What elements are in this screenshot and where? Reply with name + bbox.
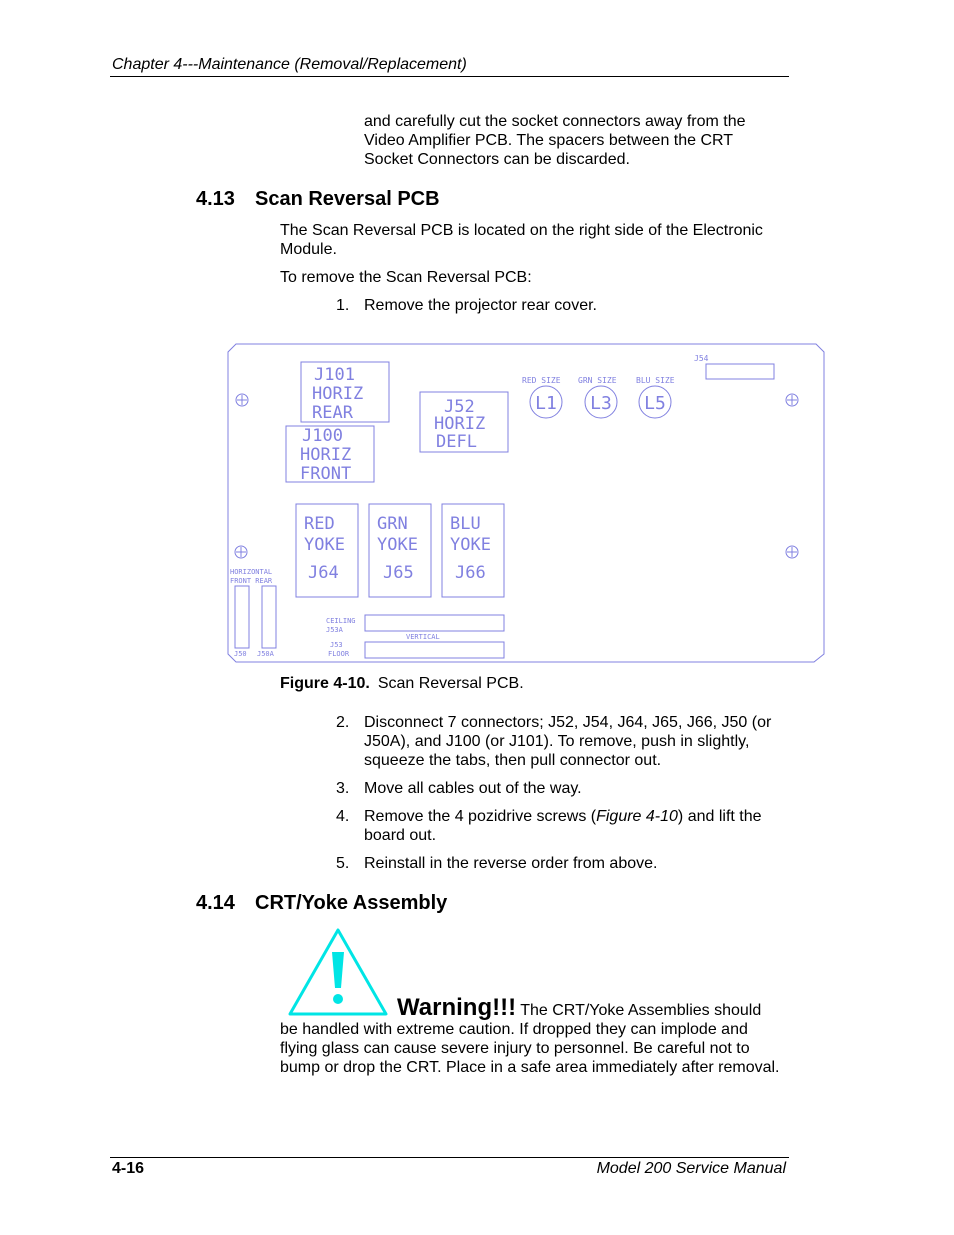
label-j52: J52 bbox=[444, 397, 475, 417]
section-number: 4.14 bbox=[196, 892, 235, 914]
manual-title: Model 200 Service Manual bbox=[596, 1160, 786, 1177]
label-front-rear: FRONT REAR bbox=[230, 577, 273, 585]
screw-icon bbox=[235, 546, 247, 558]
label-rear: REAR bbox=[312, 403, 353, 423]
label-j66: J66 bbox=[455, 563, 486, 583]
list-text: Remove the projector rear cover. bbox=[364, 297, 597, 314]
warning-text: The CRT/Yoke Assemblies should be handled with extreme caution. If dropped they can implode and flying glass can cause severe injury to personnel. Be careful not to bump or drop the CRT. Place in a safe area immediately after removal. bbox=[280, 1002, 780, 1076]
j53-connector bbox=[365, 642, 504, 658]
j50-connector bbox=[235, 586, 249, 648]
label-horiz: HORIZ bbox=[300, 445, 352, 465]
label-j53: J53 bbox=[330, 641, 343, 649]
screw-icon bbox=[786, 394, 798, 406]
scan-reversal-pcb-diagram bbox=[224, 342, 828, 666]
label-horiz: HORIZ bbox=[312, 384, 364, 404]
list-text-pre: Remove the 4 pozidrive screws ( bbox=[364, 808, 597, 825]
section-heading-4-14 bbox=[196, 892, 447, 915]
screw-icon bbox=[236, 394, 248, 406]
list-text: Reinstall in the reverse order from above. bbox=[364, 855, 658, 872]
running-header: Chapter 4---Maintenance (Removal/Replacement) bbox=[112, 56, 467, 73]
list-text: Move all cables out of the way. bbox=[364, 780, 582, 797]
list-number: 5. bbox=[336, 855, 350, 872]
list-text: Disconnect 7 connectors; J52, J54, J64, J65, J66, J50 (or J50A), and J100 (or J101). To remove, push in slightly, squeeze the tabs, then pull connector out. bbox=[364, 714, 772, 769]
j50a-connector bbox=[262, 586, 276, 648]
warning-label: Warning!!! bbox=[397, 994, 517, 1021]
label-l3: L3 bbox=[590, 393, 612, 414]
figure-label: Figure 4-10. bbox=[280, 675, 370, 692]
label-horiz: HORIZ bbox=[434, 414, 486, 434]
footer-rule bbox=[110, 1157, 789, 1158]
label-yoke: YOKE bbox=[377, 535, 418, 555]
label-floor: FLOOR bbox=[328, 650, 350, 658]
lead-paragraph: To remove the Scan Reversal PCB: bbox=[280, 269, 532, 286]
j54-connector bbox=[706, 364, 774, 379]
list-item bbox=[336, 296, 784, 315]
intro-paragraph: The Scan Reversal PCB is located on the right side of the Electronic Module. bbox=[280, 222, 763, 258]
header-rule bbox=[110, 76, 789, 77]
list-number: 1. bbox=[336, 297, 350, 314]
list-number: 4. bbox=[336, 808, 350, 825]
label-front: FRONT bbox=[300, 464, 352, 484]
label-grn-size: GRN SIZE bbox=[578, 376, 617, 385]
label-j101: J101 bbox=[314, 365, 355, 385]
figure-reference: Figure 4-10 bbox=[596, 808, 678, 825]
list-number: 2. bbox=[336, 714, 350, 731]
label-grn: GRN bbox=[377, 514, 408, 534]
continuation-paragraph: and carefully cut the socket connectors away from the Video Amplifier PCB. The spacers between the CRT Socket Connectors can be discarded. bbox=[364, 113, 746, 168]
list-text-post: ) and lift the board out. bbox=[364, 808, 762, 844]
section-title: CRT/Yoke Assembly bbox=[255, 892, 448, 914]
label-l5: L5 bbox=[644, 393, 666, 414]
label-j50: J50 bbox=[234, 650, 247, 658]
list-item bbox=[336, 779, 784, 798]
label-blu: BLU bbox=[450, 514, 481, 534]
label-j100: J100 bbox=[302, 426, 343, 446]
label-red: RED bbox=[304, 514, 335, 534]
label-red-size: RED SIZE bbox=[522, 376, 561, 385]
page-number: 4-16 bbox=[112, 1160, 145, 1177]
section-title: Scan Reversal PCB bbox=[255, 188, 440, 210]
label-j64: J64 bbox=[308, 563, 339, 583]
j53a-connector bbox=[365, 615, 504, 631]
label-yoke: YOKE bbox=[450, 535, 491, 555]
label-j50a: J50A bbox=[257, 650, 274, 658]
label-j53a: J53A bbox=[326, 626, 343, 634]
label-l1: L1 bbox=[535, 393, 557, 414]
label-ceiling: CEILING bbox=[326, 617, 356, 625]
label-horizontal: HORIZONTAL bbox=[230, 568, 273, 576]
list-item bbox=[336, 807, 784, 845]
section-heading-4-13 bbox=[196, 188, 440, 211]
list-item bbox=[336, 713, 784, 770]
label-blu-size: BLU SIZE bbox=[636, 376, 675, 385]
list-item bbox=[336, 854, 784, 873]
label-j54: J54 bbox=[694, 354, 709, 363]
figure-caption-text: Scan Reversal PCB. bbox=[377, 675, 524, 692]
warning-paragraph bbox=[280, 994, 780, 1077]
label-yoke: YOKE bbox=[304, 535, 345, 555]
label-j65: J65 bbox=[383, 563, 414, 583]
screw-icon bbox=[786, 546, 798, 558]
label-defl: DEFL bbox=[436, 432, 477, 452]
section-number: 4.13 bbox=[196, 188, 235, 210]
label-vertical: VERTICAL bbox=[406, 633, 440, 641]
list-number: 3. bbox=[336, 780, 350, 797]
figure-caption bbox=[280, 675, 524, 693]
